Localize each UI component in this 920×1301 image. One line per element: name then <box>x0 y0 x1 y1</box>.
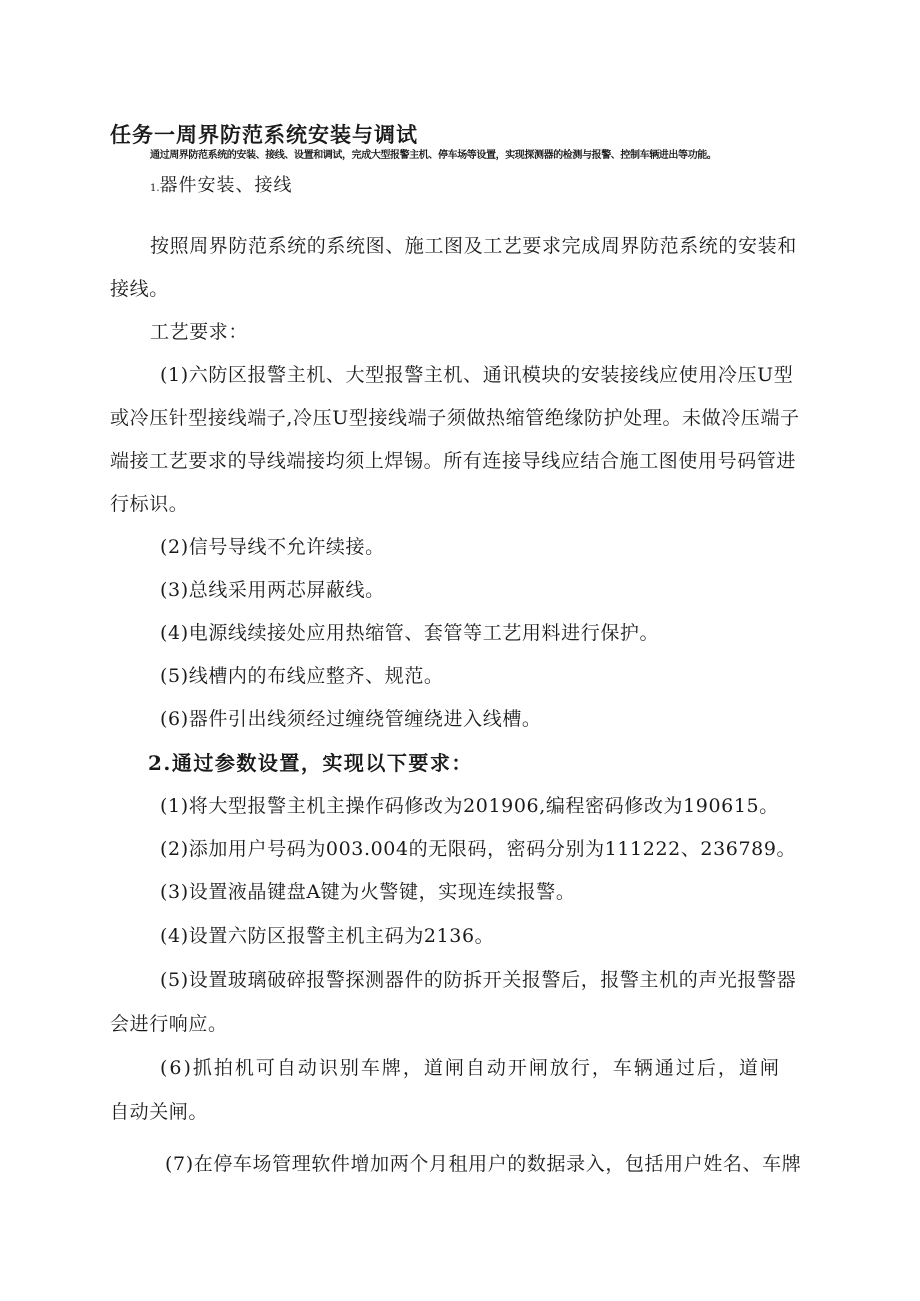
param-item-5-line1: (5)设置玻璃破碎报警探测器件的防拆开关报警后，报警主机的声光报警器 <box>160 969 797 991</box>
param-item-1: (1)将大型报警主机主操作码修改为201906,编程密码修改为190615。 <box>160 795 779 817</box>
req-item-1-line2: 或冷压针型接线端子,冷压U型接线端子须做热缩管绝缘防护处理。未做冷压端子 <box>110 407 800 429</box>
section1-paragraph-line2: 接线。 <box>110 278 169 300</box>
req-item-1-line1: (1)六防区报警主机、大型报警主机、通讯模块的安装接线应使用冷压U型 <box>160 364 794 386</box>
section2-heading: 2.通过参数设置，实现以下要求： <box>148 751 473 775</box>
section1-number: 1. <box>150 183 160 194</box>
section1-heading <box>150 172 293 203</box>
req-item-6: (6)器件引出线须经过缠绕管缠绕进入线槽。 <box>160 708 542 730</box>
intro-text: 通过周界防范系统的安装、接线、设置和调试，完成大型报警主机、停车场等设置，实现探测器的检测与报警、控制车辆进出等功能。 <box>150 150 717 161</box>
req-item-1-line3: 端接工艺要求的导线端接均须上焊锡。所有连接导线应结合施工图使用号码管进 <box>110 450 797 472</box>
param-item-7-line1: (7)在停车场管理软件增加两个月租用户的数据录入，包括用户姓名、车牌 <box>165 1153 802 1175</box>
param-item-4: (4)设置六防区报警主机主码为2136。 <box>160 925 495 947</box>
requirements-label: 工艺要求： <box>150 321 249 343</box>
param-item-2: (2)添加用户号码为003.004的无限码，密码分别为111222、236789。 <box>160 838 797 860</box>
param-item-6-line2: 自动关闸。 <box>110 1101 209 1123</box>
req-item-4: (4)电源线续接处应用热缩管、套管等工艺用料进行保护。 <box>160 622 660 644</box>
req-item-2: (2)信号导线不允许续接。 <box>160 536 385 558</box>
section1-heading-text: 器件安装、接线 <box>159 175 293 196</box>
req-item-5: (5)线槽内的布线应整齐、规范。 <box>160 665 444 687</box>
page-title: 任务一周界防范系统安装与调试 <box>110 122 418 147</box>
param-item-6-line1: (6)抓拍机可自动识别车牌，道闸自动开闸放行，车辆通过后，道闸 <box>160 1057 781 1079</box>
req-item-3: (3)总线采用两芯屏蔽线。 <box>160 579 385 601</box>
req-item-1-line4: 行标识。 <box>110 493 189 515</box>
param-item-3: (3)设置液晶键盘A键为火警键，实现连续报警。 <box>160 881 576 903</box>
param-item-5-line2: 会进行响应。 <box>110 1013 228 1035</box>
section1-paragraph-line1: 按照周界防范系统的系统图、施工图及工艺要求完成周界防范系统的安装和 <box>150 235 797 257</box>
